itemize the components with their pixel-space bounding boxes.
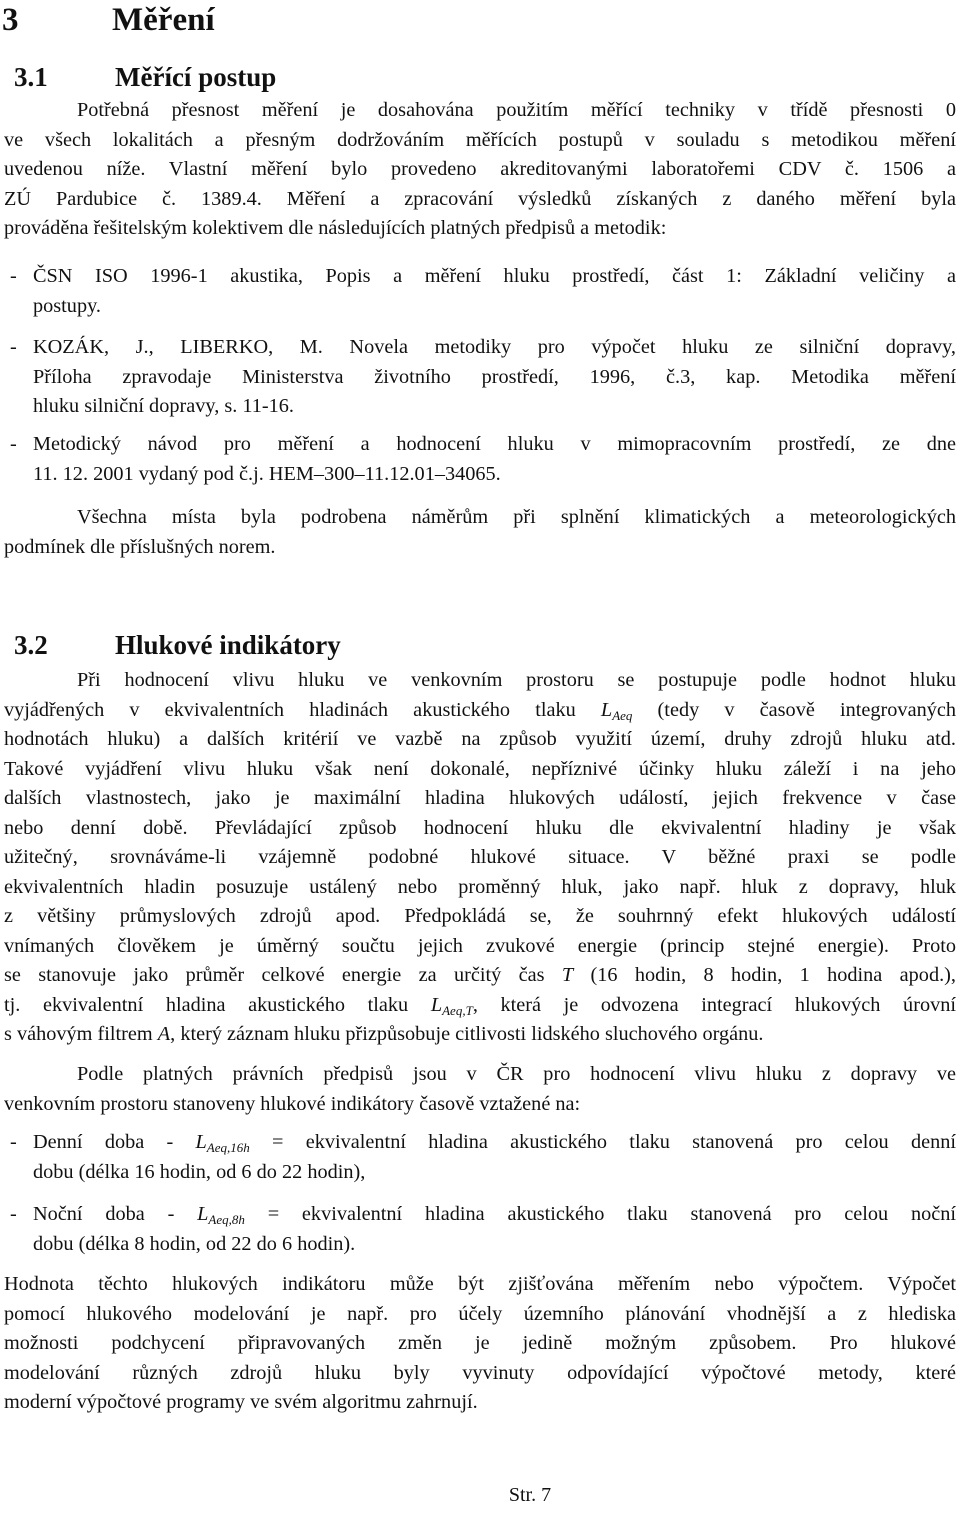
- paragraph-legal-regulations: [4, 1060, 956, 1119]
- page-number: Str. 7: [508, 1484, 552, 1506]
- text-line: KOZÁK, J., LIBERKO, M. Novela metodiky pro výpočet hluku ze silniční dopravy,: [33, 336, 956, 358]
- text-line: modelování různých zdrojů hluku byly vyvinuty odpovídající výpočtové metody, které: [4, 1361, 956, 1384]
- symbol-subscript: Aeq,16h: [206, 1140, 250, 1155]
- section-number: 3.1: [14, 62, 48, 92]
- paragraph-conditions: [4, 503, 956, 562]
- symbol-subscript: Aeq,8h: [208, 1212, 245, 1227]
- text-span: tj. ekvivalentní hladina akustického tlaku: [4, 993, 431, 1016]
- text-line: Při hodnocení vlivu hluku ve venkovním prostoru se postupuje podle hodnot hluku: [77, 669, 956, 691]
- text-line: ZÚ Pardubice č. 1389.4. Měření a zpracování výsledků získaných z daného měření byla: [4, 187, 956, 210]
- text-line: hluku silniční dopravy, s. 11-16.: [33, 395, 295, 417]
- text-line: dobu (délka 16 hodin, od 6 do 22 hodin),: [33, 1160, 366, 1183]
- text-line: postupy.: [33, 294, 101, 317]
- text-line: venkovním prostoru stanoveny hlukové indikátory časově vztažené na:: [4, 1092, 581, 1115]
- symbol-subscript: Aeq,T: [442, 1002, 473, 1018]
- section-heading-3-1: [14, 60, 276, 94]
- text-span: = ekvivalentní hladina akustického tlaku stanovená pro celou noční: [244, 1203, 956, 1225]
- text-line: dalších vlastnostech, jako je maximální hladina hlukových událostí, jejich frekvence v čase: [4, 787, 956, 809]
- text-line: ČSN ISO 1996-1 akustika, Popis a měření hluku prostředí, část 1: Základní veličiny a: [33, 265, 956, 287]
- text-line: 11. 12. 2001 vydaný pod č.j. HEM–300–11.12.01–34065.: [33, 462, 501, 485]
- text-line: Metodický návod pro měření a hodnocení hluku v mimopracovním prostředí, ze dne: [33, 433, 956, 455]
- list-item: [10, 333, 956, 422]
- section-title: Hlukové indikátory: [115, 630, 341, 660]
- text-line: uvedenou níže. Vlastní měření bylo provedeno akreditovanými laboratořemi CDV č. 1506 a: [4, 158, 956, 180]
- paragraph-noise-indicators: [4, 666, 956, 1050]
- list-dash: -: [10, 336, 17, 358]
- list-item: [10, 430, 956, 489]
- text-line: Příloha zpravodaje Ministerstva životního prostředí, 1996, č.3, kap. Metodika měření: [33, 365, 956, 388]
- section-heading-3-2: [14, 628, 341, 662]
- text-line: možnosti podchycení připravovaných změn je jedině možným způsobem. Pro hlukové: [4, 1332, 956, 1354]
- text-span: (tedy v časově integrovaných: [632, 698, 956, 721]
- symbol-T: T: [561, 964, 574, 986]
- text-span: vyjádřených v ekvivalentních hladinách akustického tlaku: [4, 698, 601, 721]
- text-span: , který záznam hluku přizpůsobuje citlivosti lidského sluchového orgánu.: [170, 1023, 764, 1045]
- text-line: hodnotách hluku) a dalších kritérií ve vazbě na způsob využití území, druhy zdrojů hluku atd.: [4, 728, 956, 750]
- text-line: Podle platných právních předpisů jsou v ČR pro hodnocení vlivu hluku z dopravy ve: [77, 1063, 956, 1085]
- chapter-heading: [2, 0, 215, 40]
- text-span: Denní doba -: [33, 1131, 196, 1153]
- text-line: vnímaných člověkem je úměrný součtu jejich zvukové energie (princip stejné energie). Proto: [4, 934, 956, 957]
- text-line: ve všech lokalitách a přesným dodržováním měřících postupů v souladu s metodikou měření: [4, 128, 956, 151]
- text-line: [33, 1200, 956, 1230]
- list-dash: -: [10, 433, 17, 455]
- text-line: prováděna řešitelským kolektivem dle následujících platných předpisů a metodik:: [4, 217, 667, 239]
- text-span: = ekvivalentní hladina akustického tlaku stanovená pro celou denní: [249, 1131, 956, 1153]
- text-span: se stanovuje jako průměr celkové energie za určitý čas: [4, 964, 562, 986]
- list-item: [10, 262, 956, 321]
- symbol-L: L: [197, 1203, 209, 1225]
- text-span: s váhovým filtrem: [4, 1023, 158, 1045]
- list-item-night: [10, 1200, 956, 1259]
- list-dash: -: [10, 1131, 17, 1153]
- text-line: [4, 696, 956, 726]
- text-line: Potřebná přesnost měření je dosahována použitím měřící techniky v třídě přesnosti 0: [77, 99, 956, 121]
- symbol-L: L: [430, 993, 443, 1016]
- text-line: Všechna místa byla podrobena náměrům při splnění klimatických a meteorologických: [77, 506, 956, 528]
- chapter-number: 3: [2, 2, 19, 38]
- text-span: Noční doba -: [33, 1203, 198, 1225]
- chapter-title: Měření: [112, 2, 215, 38]
- text-line: [4, 1020, 956, 1050]
- text-line: nebo denní době. Převládající způsob hodnocení hluku dle ekvivalentní hladiny je však: [4, 816, 956, 839]
- symbol-A: A: [157, 1023, 171, 1045]
- text-line: dobu (délka 8 hodin, od 22 do 6 hodin).: [33, 1232, 356, 1255]
- text-span: (16 hodin, 8 hodin, 1 hodina apod.),: [573, 964, 956, 986]
- text-line: [33, 1128, 956, 1158]
- paragraph-modelling: [4, 1270, 956, 1418]
- text-line: Hodnota těchto hlukových indikátoru může být zjišťována měřením nebo výpočtem. Výpočet: [4, 1273, 956, 1295]
- text-line: pomocí hlukového modelování je např. pro účely územního plánování vhodnější a z hlediska: [4, 1302, 956, 1325]
- list-item-day: [10, 1128, 956, 1187]
- text-line: [4, 961, 956, 991]
- section-number: 3.2: [14, 630, 48, 660]
- symbol-L: L: [195, 1131, 207, 1153]
- text-line: ekvivalentních hladin posuzuje ustálený nebo proměnný hluk, jako např. hluk z dopravy, hluk: [4, 875, 956, 898]
- list-dash: -: [10, 1203, 17, 1225]
- text-line: podmínek dle příslušných norem.: [4, 535, 276, 558]
- symbol-subscript: Aeq: [612, 707, 633, 723]
- text-line: z většiny průmyslových zdrojů apod. Předpokládá se, že souhrnný efekt hlukových událostí: [4, 905, 956, 927]
- text-span: , která je odvozena integrací hlukových úrovní: [472, 993, 956, 1016]
- list-dash: -: [10, 265, 17, 287]
- text-line: moderní výpočtové programy ve svém algoritmu zahrnují.: [4, 1391, 478, 1413]
- section-title: Měřící postup: [115, 62, 277, 92]
- text-line: užitečný, srovnáváme-li vzájemně podobné hlukové situace. V běžné praxi se podle: [4, 846, 956, 868]
- text-line: Takové vyjádření vlivu hluku však není dokonalé, nepříznivé účinky hluku záleží i na jeho: [4, 757, 956, 780]
- symbol-L: L: [600, 698, 613, 721]
- paragraph-measuring-procedure: [4, 96, 956, 244]
- text-line: [4, 991, 956, 1021]
